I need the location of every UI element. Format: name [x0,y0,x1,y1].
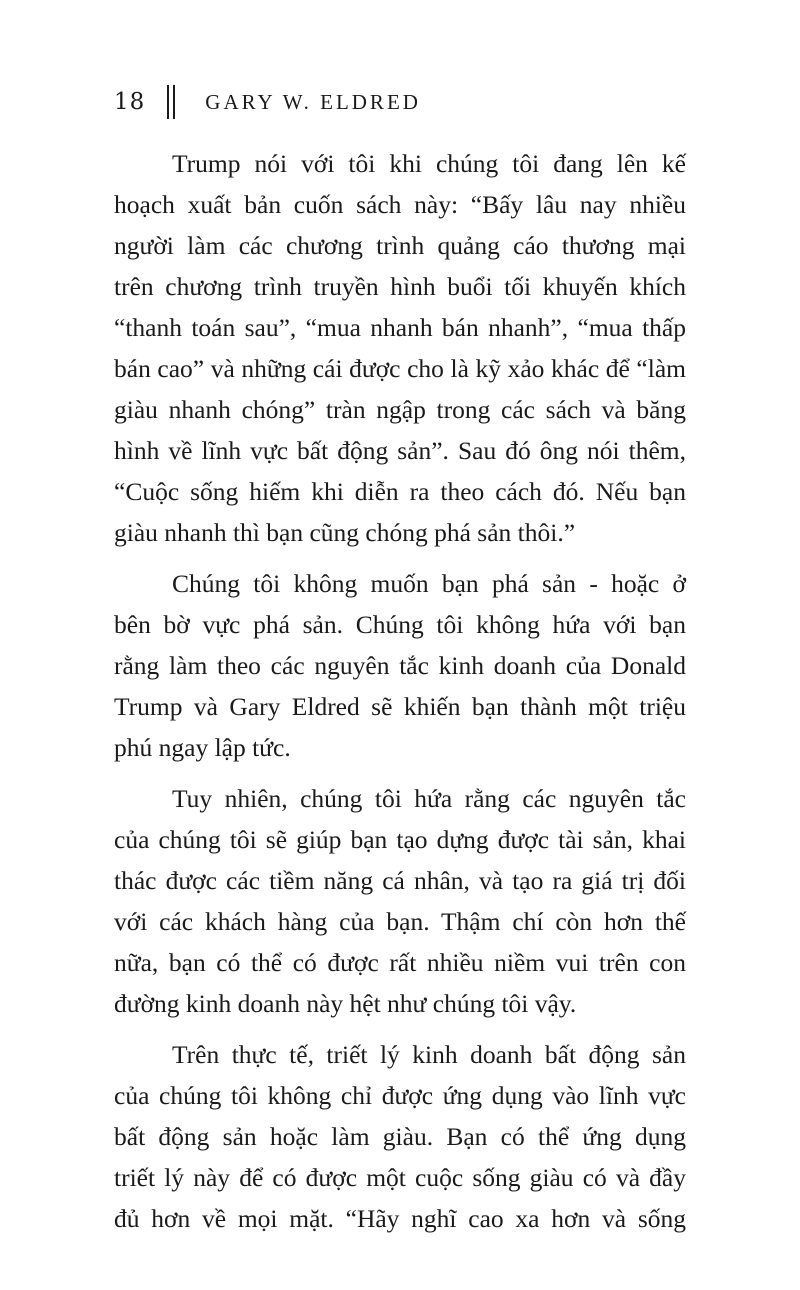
text-line: giàu nhanh thì bạn cũng chóng phá sản thôi.” [114,518,576,547]
paragraph-3 [114,778,686,1024]
text-line: phú ngay lập tức. [114,733,291,762]
text-line: triết lý này để có được một cuộc sống giàu có và đầy [114,1163,686,1192]
text-line: Trên thực tế, triết lý kinh doanh bất động sản [172,1040,686,1069]
text-line: bất động sản hoặc làm giàu. Bạn có thể ứng dụng [114,1122,686,1151]
page-header [114,84,421,120]
text-line: rằng làm theo các nguyên tắc kinh doanh của Donald [114,651,686,680]
header-double-rule [167,85,175,119]
running-head-author: GARY W. ELDRED [205,89,421,114]
text-line: hình về lĩnh vực bất động sản”. Sau đó ông nói thêm, [114,436,686,465]
body-text [114,143,686,1249]
text-line: trên chương trình truyền hình buổi tối khuyến khích [114,272,686,301]
text-line: với các khách hàng của bạn. Thậm chí còn hơn thế [114,907,686,936]
text-line: giàu nhanh chóng” tràn ngập trong các sách và băng [114,395,686,424]
text-line: “Cuộc sống hiếm khi diễn ra theo cách đó. Nếu bạn [114,477,686,506]
text-line: đủ hơn về mọi mặt. “Hãy nghĩ cao xa hơn và sống [114,1204,686,1233]
text-line: nữa, bạn có thể có được rất nhiều niềm vui trên con [114,948,686,977]
text-line: bán cao” và những cái được cho là kỹ xảo khác để “làm [114,354,686,383]
text-line: Tuy nhiên, chúng tôi hứa rằng các nguyên tắc [172,784,686,813]
page-number: 18 [114,89,146,115]
text-line: bên bờ vực phá sản. Chúng tôi không hứa với bạn [114,610,686,639]
paragraph-2 [114,563,686,768]
text-line: hoạch xuất bản cuốn sách này: “Bấy lâu nay nhiều [114,190,686,219]
paragraph-1 [114,143,686,553]
text-line: Chúng tôi không muốn bạn phá sản - hoặc ở [172,569,686,598]
text-line: của chúng tôi không chỉ được ứng dụng vào lĩnh vực [114,1081,686,1110]
text-line: đường kinh doanh này hệt như chúng tôi vậy. [114,989,577,1018]
paragraph-4 [114,1034,686,1239]
text-line: của chúng tôi sẽ giúp bạn tạo dựng được tài sản, khai [114,825,686,854]
text-line: người làm các chương trình quảng cáo thương mại [114,231,686,260]
text-line: thác được các tiềm năng cá nhân, và tạo ra giá trị đối [114,866,686,895]
text-line: “thanh toán sau”, “mua nhanh bán nhanh”, “mua thấp [114,313,686,342]
text-line: Trump nói với tôi khi chúng tôi đang lên kế [172,149,686,178]
text-line: Trump và Gary Eldred sẽ khiến bạn thành một triệu [114,692,686,721]
